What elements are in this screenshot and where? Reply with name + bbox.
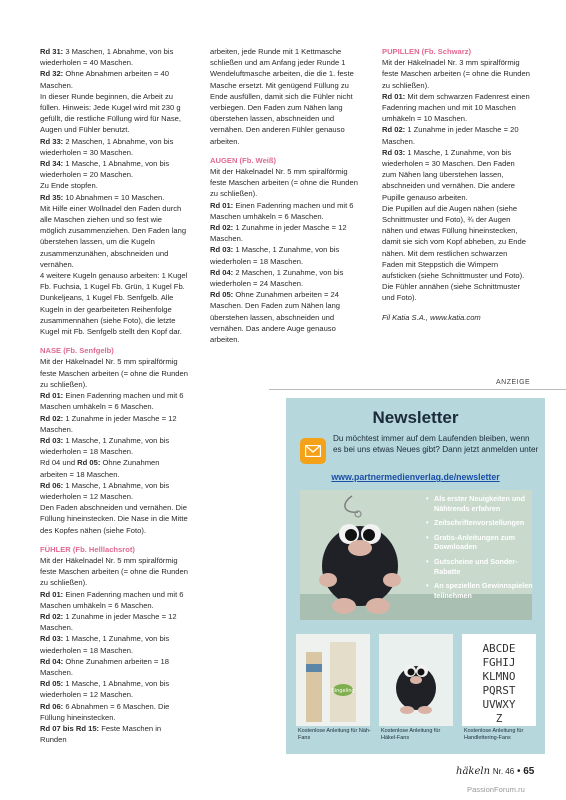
credit-line: Fil Katia S.A., www.katia.com bbox=[382, 312, 481, 322]
envelope-icon bbox=[305, 445, 321, 457]
paragraph: Mit der Häkelnadel Nr. 5 mm spiralförmig feste Maschen arbeiten (= ohne die Runden zu schließen). bbox=[40, 555, 188, 588]
thumb-caption: Kostenlose Anleitung für Handlettering-Fans bbox=[464, 728, 524, 741]
paragraph bbox=[210, 289, 358, 345]
lettering-row: PQRST bbox=[482, 684, 516, 697]
instruction-column-3 bbox=[382, 46, 530, 323]
ad-intro-text: Du möchtest immer auf dem Laufenden bleiben, wenn es bei uns etwas Neues gibt? Dann jetzt anmelden unter bbox=[333, 434, 539, 454]
section-heading-nase: NASE (Fb. Senfgelb) bbox=[40, 346, 114, 356]
lettering-row: KLMNO bbox=[482, 670, 516, 683]
list-item: • Zeitschriftenvorstellungen bbox=[426, 518, 536, 528]
text: Einen Fadenring machen und mit 6 Maschen umhäkeln = 6 Maschen. bbox=[40, 589, 184, 610]
round-label: Rd 03: bbox=[40, 634, 64, 644]
paragraph: Mit der Häkelnadel Nr. 5 mm spiralförmig feste Maschen arbeiten (= ohne die Runden zu schließen). bbox=[40, 357, 188, 389]
round-label: Rd 03: bbox=[382, 147, 406, 157]
round-label: Rd 32: bbox=[40, 69, 64, 79]
text: 2 Maschen, 1 Abnahme, von bis wiederholen = 30 Maschen. bbox=[40, 136, 174, 157]
text: Feste Maschen in Runden bbox=[40, 723, 162, 745]
paragraph bbox=[40, 701, 188, 723]
paragraph bbox=[382, 124, 530, 146]
paragraph bbox=[40, 633, 188, 655]
paragraph bbox=[40, 46, 188, 68]
thumb-crochet[interactable] bbox=[379, 634, 453, 726]
paragraph: Mit der Häkelnadel Nr. 5 mm spiralförmig feste Maschen arbeiten (= ohne die Runden zu schließen). bbox=[210, 167, 358, 199]
lettering-project-image bbox=[462, 634, 536, 726]
text: 1 Zunahme in jeder Masche = 12 Maschen. bbox=[210, 223, 347, 244]
text: 1 Zunahme in jeder Masche = 20 Maschen. bbox=[382, 125, 519, 146]
crochet-project-image bbox=[379, 634, 453, 726]
list-item: • An speziellen Gewinnspielen teilnehmen bbox=[426, 581, 536, 600]
text: 1 Masche, 1 Abnahme, von bis wiederholen = 20 Maschen. bbox=[40, 159, 170, 180]
round-label: Rd 33: bbox=[40, 136, 64, 146]
paragraph bbox=[40, 678, 188, 700]
lettering-row: Z bbox=[495, 712, 503, 725]
paragraph bbox=[382, 91, 530, 125]
issue-number: Nr. 46 bbox=[492, 767, 515, 776]
paragraph bbox=[40, 480, 188, 502]
paragraph: Mit Hilfe einer Wollnadel den Faden durch alle Maschen ziehen und so fest wie möglich zusammenziehen. Den Faden lang überstehen lassen, um die Kugeln zusammenzunähen, abschneiden und vernähen. bbox=[40, 203, 187, 269]
round-label: Rd 02: bbox=[210, 223, 234, 233]
paragraph bbox=[40, 457, 188, 479]
text: Mit dem schwarzen Fadenrest einen Fadenring machen und mit 10 Maschen umhäkeln = 10 Maschen. bbox=[382, 91, 530, 124]
lettering-row: ABCDE bbox=[482, 642, 516, 655]
round-label: Rd 02: bbox=[382, 125, 406, 135]
round-label: Rd 05: bbox=[77, 458, 101, 468]
paragraph bbox=[40, 68, 188, 90]
paragraph: Zu Ende stopfen. bbox=[40, 181, 98, 191]
page-number: 65 bbox=[523, 766, 535, 777]
round-label: Rd 06: bbox=[40, 480, 64, 490]
round-label: Rd 01: bbox=[40, 391, 64, 401]
thumb-tag-text: Bingeling bbox=[331, 688, 355, 694]
round-label: Rd 35: bbox=[40, 192, 64, 202]
text: Ohne Zunahmen arbeiten = 24 Maschen. Den Faden zum Nähen lang überstehen lassen, abschneiden und vernähen. Das andere Auge genauso arbeiten. bbox=[210, 290, 341, 345]
round-label: Rd 07 bis Rd 15: bbox=[40, 723, 100, 733]
text: Ohne Zunahmen arbeiten = 18 Maschen. bbox=[40, 458, 160, 479]
round-label: Rd 05: bbox=[40, 679, 64, 689]
text: 1 Masche, 1 Zunahme, von bis wiederholen = 18 Maschen. bbox=[40, 435, 170, 457]
lettering-row: FGHIJ bbox=[482, 656, 516, 669]
text: 6 Abnahmen = 6 Maschen. Die Füllung hineinstecken. bbox=[40, 701, 170, 722]
section-heading-fuehler: FÜHLER (Fb. Helllachsrot) bbox=[40, 544, 135, 554]
watermark: PassionForum.ru bbox=[467, 785, 525, 794]
text: 2 Maschen, 1 Zunahme, von bis wiederholen = 24 Maschen. bbox=[210, 267, 344, 289]
round-label: Rd 01: bbox=[40, 589, 64, 599]
paragraph bbox=[40, 656, 188, 678]
section-heading-pupillen: PUPILLEN (Fb. Schwarz) bbox=[382, 47, 472, 56]
paragraph bbox=[210, 200, 358, 222]
benefit-list bbox=[426, 494, 536, 605]
paragraph: arbeiten, jede Runde mit 1 Kettmasche schließen und am Anfang jeder Runde 1 Wendeluftmasche arbeiten, die die 1. feste Masche ersetzt. Mit genügend Füllung zu Ende ausfüllen, damit sich die Fühler nicht verbiegen. Den Faden zum Nähen lang überstehen lassen, abschneiden und vernähen. Den anderen Fühler genauso arbeiten. bbox=[210, 47, 354, 146]
text: 1 Masche, 1 Abnahme, von bis wiederholen = 12 Maschen. bbox=[40, 480, 170, 501]
list-item: • Gratis-Anleitungen zum Downloaden bbox=[426, 533, 536, 552]
paragraph bbox=[210, 267, 358, 289]
paragraph bbox=[210, 222, 358, 244]
lettering-row: UVWXY bbox=[482, 698, 516, 711]
round-label: Rd 04: bbox=[40, 656, 64, 666]
paragraph bbox=[382, 147, 530, 203]
round-label: Rd 01: bbox=[210, 200, 234, 210]
section-heading-augen: AUGEN (Fb. Weiß) bbox=[210, 155, 277, 165]
paragraph: Mit der Häkelnadel Nr. 3 mm spiralförmig feste Maschen arbeiten (= ohne die Runden zu schließen). bbox=[382, 58, 530, 90]
text: 1 Masche, 1 Zunahme, von bis wiederholen = 30 Maschen. Den Faden zum Nähen lang überstehen lassen, abschneiden und vernähen. Die andere Pupille genauso arbeiten. bbox=[382, 147, 515, 202]
instruction-column-1 bbox=[40, 46, 188, 745]
newsletter-ad[interactable] bbox=[286, 398, 545, 754]
round-label: Rd 01: bbox=[382, 91, 406, 101]
ad-title: Newsletter bbox=[372, 408, 459, 427]
paragraph bbox=[40, 723, 188, 745]
text: Einen Fadenring machen und mit 6 Maschen umhäkeln = 6 Maschen. bbox=[40, 391, 184, 412]
round-label: Rd 03: bbox=[210, 245, 234, 255]
thumb-caption: Kostenlose Anleitung für Häkel-Fans bbox=[381, 728, 441, 741]
paragraph bbox=[40, 435, 188, 457]
sewing-project-image bbox=[296, 634, 370, 726]
paragraph: Die Pupillen auf die Augen nähen (siehe Schnittmuster und Foto), ¾ der Augen nähen und etwas Füllung hineinstecken, damit sie sich vom Kopf abheben, zu Ende nähen. Mit dem restlichen schwarzen Faden mit Steppstich die Wimpern aufsticken (siehe Schnittmuster und Foto). Die Fühler annähen (siehe Schnittmuster und Foto). bbox=[382, 203, 526, 303]
round-label: Rd 02: bbox=[40, 413, 64, 423]
round-label: Rd 06: bbox=[40, 701, 64, 711]
magazine-brand: häkeln bbox=[456, 766, 491, 777]
paragraph: 4 weitere Kugeln genauso arbeiten: 1 Kugel Fb. Fuchsia, 1 Kugel Fb. Grün, 1 Kugel Fb. Dunkeljeans, 1 Kugel Fb. Senfgelb. Alle Kugeln in der gearbeiteten Reihenfolge zusammennähen (siehe Foto), die letzte Kugel mit Fb. Senfgelb stellt den Kopf dar. bbox=[40, 271, 188, 337]
instruction-column-2 bbox=[210, 46, 358, 345]
page-footer bbox=[456, 766, 534, 777]
round-label: Rd 31: bbox=[40, 47, 64, 56]
round-label: Rd 05: bbox=[210, 290, 234, 300]
paragraph bbox=[40, 390, 188, 412]
list-item: • Als erster Neuigkeiten und Nähtrends erfahren bbox=[426, 494, 536, 513]
paragraph bbox=[40, 589, 188, 611]
round-label: Rd 04: bbox=[210, 267, 234, 277]
text: 1 Masche, 1 Zunahme, von bis wiederholen = 18 Maschen. bbox=[210, 245, 340, 266]
text: Ohne Abnahmen arbeiten = 40 Maschen. bbox=[40, 69, 169, 90]
text: 1 Zunahme in jeder Masche = 12 Maschen. bbox=[40, 611, 177, 633]
ad-label: ANZEIGE bbox=[496, 379, 531, 386]
text: 10 Abnahmen = 10 Maschen. bbox=[63, 192, 165, 202]
text: Rd 04 und bbox=[40, 458, 78, 468]
text: 3 Maschen, 1 Abnahme, von bis wiederholen = 40 Maschen. bbox=[40, 47, 174, 68]
paragraph bbox=[40, 158, 188, 180]
round-label: Rd 34: bbox=[40, 159, 64, 169]
paragraph bbox=[40, 136, 188, 158]
ad-divider bbox=[269, 389, 566, 390]
paragraph bbox=[40, 611, 188, 633]
paragraph bbox=[40, 413, 188, 435]
separator-bullet: • bbox=[516, 766, 521, 777]
text: Einen Fadenring machen und mit 6 Maschen umhäkeln = 6 Maschen. bbox=[210, 200, 354, 221]
mail-icon bbox=[300, 438, 326, 464]
thumb-lettering[interactable] bbox=[462, 634, 536, 726]
round-label: Rd 03: bbox=[40, 435, 64, 445]
list-item: • Gutscheine und Sonder-Rabatte bbox=[426, 557, 536, 576]
paragraph: In dieser Runde beginnen, die Arbeit zu füllen. Hinweis: Jede Kugel wird mit 230 g gefüllt, die restliche Füllung wird für Nase, Augen und Fühler benutzt. bbox=[40, 91, 181, 135]
text: 1 Masche, 1 Abnahme, von bis wiederholen = 12 Maschen. bbox=[40, 679, 170, 700]
newsletter-link[interactable]: www.partnermedienverlag.de/newsletter bbox=[331, 472, 500, 482]
thumb-sewing[interactable] bbox=[296, 634, 370, 726]
thumb-caption: Kostenlose Anleitung für Näh-Fans bbox=[298, 728, 371, 741]
text: 1 Zunahme in jeder Masche = 12 Maschen. bbox=[40, 413, 177, 434]
paragraph bbox=[40, 192, 188, 203]
text: Ohne Zunahmen arbeiten = 18 Maschen. bbox=[40, 656, 169, 677]
paragraph bbox=[210, 244, 358, 266]
paragraph: Den Faden abschneiden und vernähen. Die Füllung hineinstecken. Die Nase in die Mitte des Kopfes nähen (siehe Foto). bbox=[40, 503, 188, 535]
text: 1 Masche, 1 Zunahme, von bis wiederholen = 18 Maschen. bbox=[40, 634, 170, 655]
round-label: Rd 02: bbox=[40, 611, 64, 621]
